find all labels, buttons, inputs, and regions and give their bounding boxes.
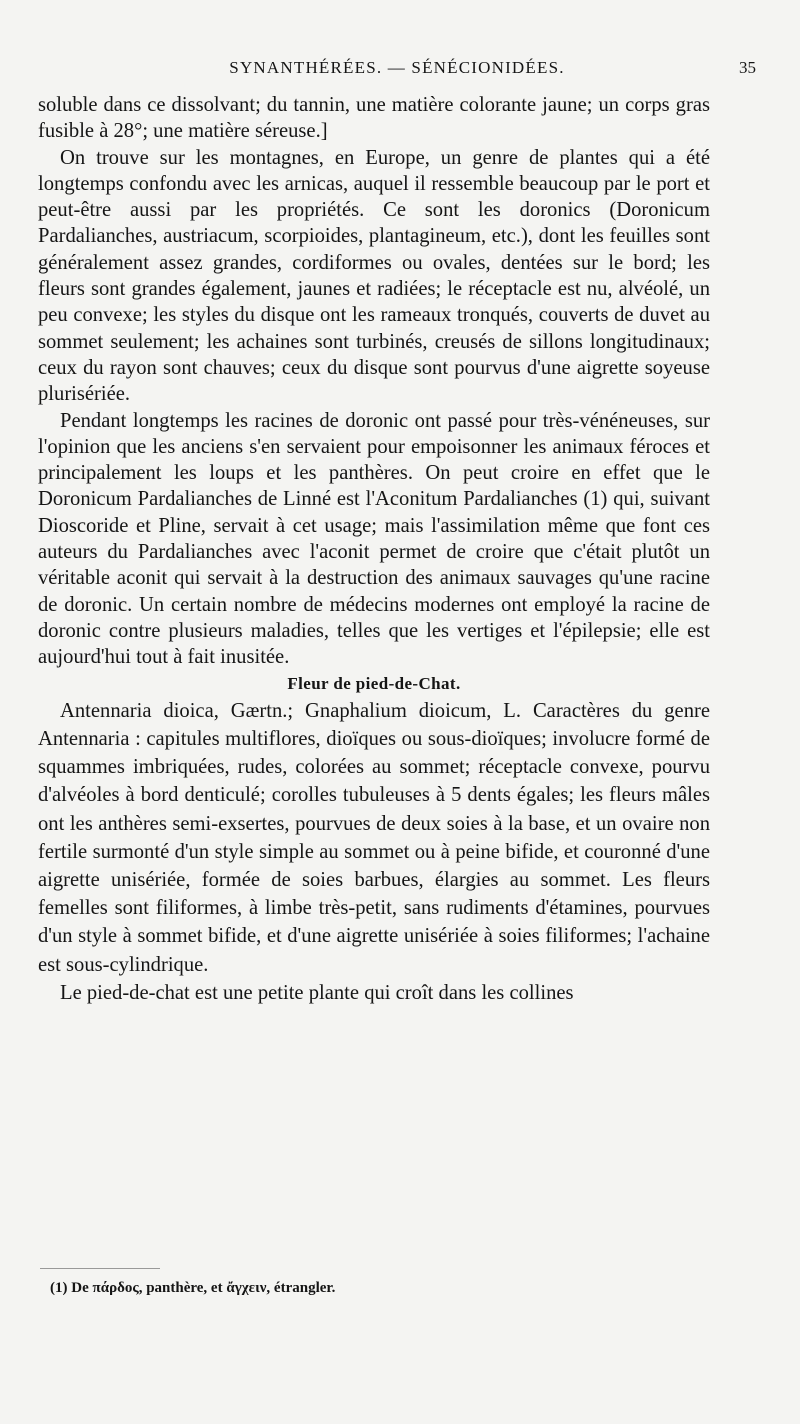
footnote-rule [40,1268,160,1269]
body-text [38,92,710,1007]
paragraph: Antennaria dioica, Gærtn.; Gnaphalium dioicum, L. Caractères du genre Antennaria : capitules multiflores, dioïques ou sous-dioïques; involucre formé de squammes imbriquées, rudes, colorées au sommet; réceptacle convexe, pourvu d'alvéoles à bord denticulé; corolles tubuleuses à 5 dents égales; les fleurs mâles ont les anthères semi-exsertes, pourvues de deux soies à la base, et un ovaire non fertile surmonté d'un style simple au sommet ou à peine bifide, et couronné d'une aigrette unisériée, formée de soies barbues, élargies au sommet. Les fleurs femelles sont filiformes, à limbe très-petit, sans rudiments d'étamines, pourvues d'un style à sommet bifide, et d'une aigrette unisériée à soies filiformes; l'achaine est sous-cylindrique. [38,699,710,976]
paragraph: Le pied-de-chat est une petite plante qui croît dans les collines [60,981,574,1004]
page-header [38,58,756,86]
section-heading: Fleur de pied-de-Chat. [287,673,461,693]
paragraph: On trouve sur les montagnes, en Europe, un genre de plantes qui a été longtemps confondu avec les arnicas, auquel il ressemble beaucoup par le port et peut-être aussi par les propriétés. Ce sont les doronics (Doronicum Pardalianches, austriacum, scorpioides, plantagineum, etc.), dont les feuilles sont généralement assez grandes, cordiformes ou ovales, dentées sur le bord; les fleurs sont grandes également, jaunes et radiées; le réceptacle est nu, alvéolé, un peu convexe; les styles du disque ont les rameaux tronqués, couverts de duvet au sommet seulement; les achaines sont turbinés, creusés de sillons longitudinaux; ceux du rayon sont chauves; ceux du disque sont pourvus d'une aigrette soyeuse plurisériée. [38,146,710,406]
page-number: 35 [739,58,756,77]
paragraph: soluble dans ce dissolvant; du tannin, une matière colorante jaune; un corps gras fusible à 28°; une matière séreuse.] [38,94,710,143]
running-head: SYNANTHÉRÉES. — SÉNÉCIONIDÉES. [229,58,565,77]
paragraph: Pendant longtemps les racines de doronic ont passé pour très-vénéneuses, sur l'opinion que les anciens s'en servaient pour empoisonner les animaux féroces et principalement les loups et les panthères. On peut croire en effet que le Doronicum Pardalianches de Linné est l'Aconitum Pardalianches (1) qui, suivant Dioscoride et Pline, servait à cet usage; mais l'assimilation même que font ces auteurs du Pardalianches avec l'aconit permet de croire que c'était plutôt un véritable aconit qui servait à la destruction des animaux sauvages qu'une racine de doronic. Un certain nombre de médecins modernes ont employé la racine de doronic contre plusieurs maladies, telles que les vertiges et l'épilepsie; elle est aujourd'hui tout à fait inusitée. [38,409,710,669]
footnote: (1) De πάρδος, panthère, et ἄγχειν, étrangler. [50,1280,336,1296]
